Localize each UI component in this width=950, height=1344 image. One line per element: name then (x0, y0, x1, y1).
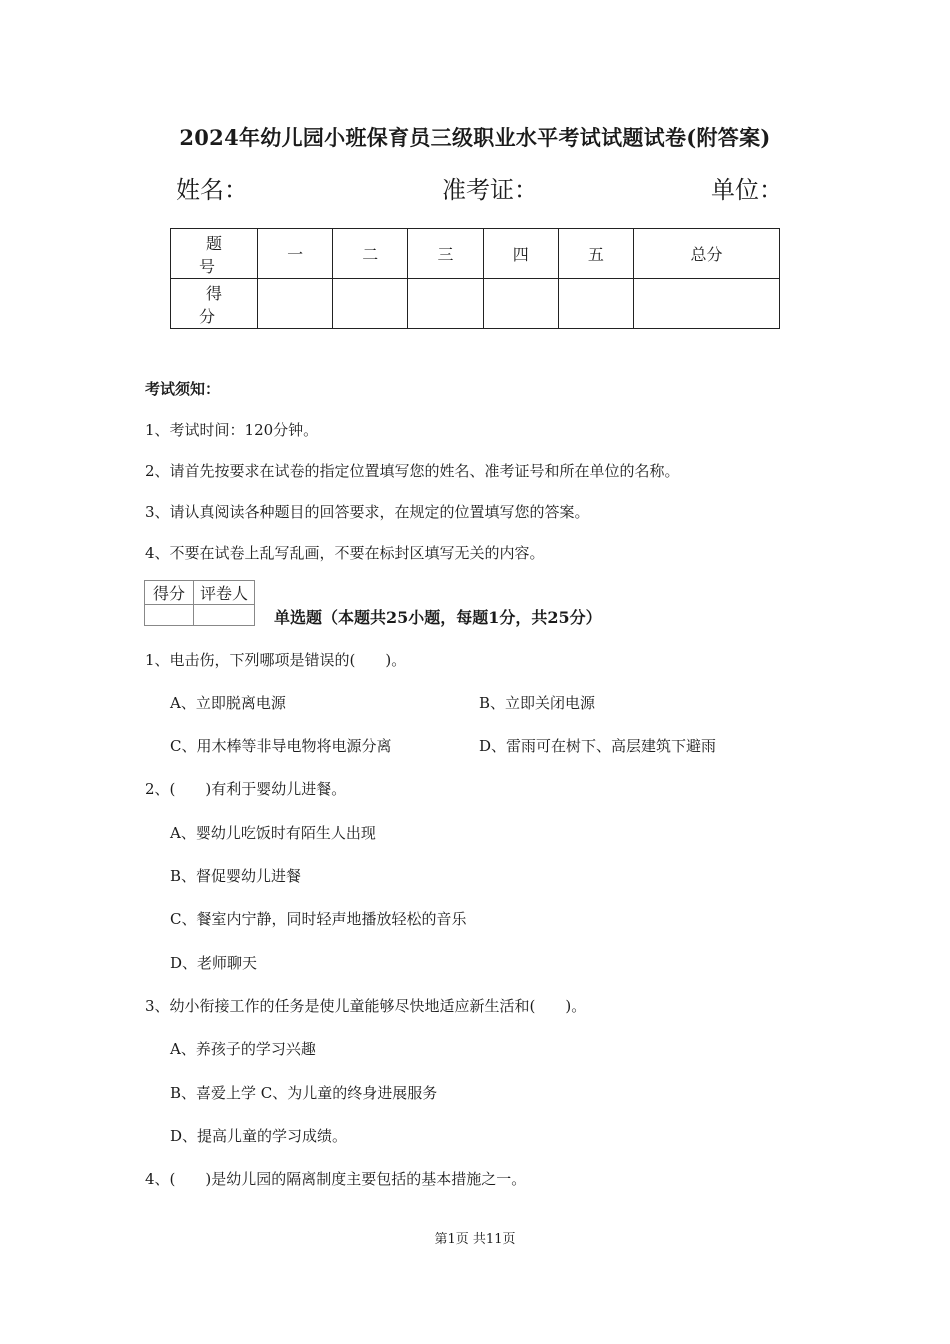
grader-score-label: 得分 (145, 581, 194, 605)
grader-reviewer-cell[interactable] (194, 605, 255, 626)
page-footer: 第1页 共11页 (434, 1232, 516, 1247)
question-stem: 4、( )是幼儿园的隔离制度主要包括的基本措施之一。 (145, 1170, 527, 1188)
unit-label: 单位： (711, 176, 783, 204)
note-item: 4、不要在试卷上乱写乱画，不要在标封区填写无关的内容。 (145, 544, 545, 562)
score-cell[interactable] (558, 279, 633, 329)
question-stem: 1、电击伤，下列哪项是错误的( )。 (145, 651, 407, 669)
question-stem: 2、( )有利于婴幼儿进餐。 (145, 780, 347, 798)
score-table-header-cell: 题 号 (171, 229, 258, 279)
score-table-header-cell: 总分 (634, 229, 780, 279)
score-table-header-cell: 三 (408, 229, 483, 279)
score-table-header-row (171, 229, 780, 279)
score-cell[interactable] (408, 279, 483, 329)
question-stem: 3、幼小衔接工作的任务是使儿童能够尽快地适应新生活和( )。 (145, 997, 587, 1015)
score-table-row-label: 得 分 (171, 279, 258, 329)
option-c[interactable]: C、餐室内宁静，同时轻声地播放轻松的音乐 (170, 910, 467, 928)
option-c[interactable]: C、用木棒等非导电物将电源分离 (170, 737, 392, 755)
grader-reviewer-label: 评卷人 (194, 581, 255, 605)
section-title: 单选题（本题共25小题，每题1分，共25分） (274, 608, 602, 627)
option-d[interactable]: D、老师聊天 (170, 954, 258, 972)
exam-id-label: 准考证： (442, 176, 538, 204)
note-item: 1、考试时间：120分钟。 (145, 421, 319, 439)
score-table-header-cell: 二 (333, 229, 408, 279)
option-a[interactable]: A、养孩子的学习兴趣 (170, 1040, 316, 1058)
score-cell[interactable] (634, 279, 780, 329)
option-b-c[interactable]: B、喜爱上学 C、为儿童的终身进展服务 (170, 1084, 438, 1102)
note-item: 2、请首先按要求在试卷的指定位置填写您的姓名、准考证号和所在单位的名称。 (145, 462, 680, 480)
option-a[interactable]: A、立即脱离电源 (170, 694, 286, 712)
score-table-header-cell: 五 (558, 229, 633, 279)
name-label: 姓名： (176, 176, 248, 204)
score-cell[interactable] (258, 279, 333, 329)
option-d[interactable]: D、雷雨可在树下、高层建筑下避雨 (479, 737, 717, 755)
option-b[interactable]: B、立即关闭电源 (479, 694, 596, 712)
option-a[interactable]: A、婴幼儿吃饭时有陌生人出现 (170, 824, 376, 842)
notes-title: 考试须知： (145, 380, 221, 398)
score-table (170, 228, 780, 329)
score-table-header-cell: 四 (483, 229, 558, 279)
option-d[interactable]: D、提高儿童的学习成绩。 (170, 1127, 348, 1145)
note-item: 3、请认真阅读各种题目的回答要求，在规定的位置填写您的答案。 (145, 503, 590, 521)
grader-score-cell[interactable] (145, 605, 194, 626)
score-table-header-cell: 一 (258, 229, 333, 279)
option-b[interactable]: B、督促婴幼儿进餐 (170, 867, 302, 885)
score-cell[interactable] (483, 279, 558, 329)
score-table-score-row (171, 279, 780, 329)
page-title: 2024年幼儿园小班保育员三级职业水平考试试题试卷(附答案) (179, 125, 771, 150)
grader-table (144, 580, 255, 626)
score-cell[interactable] (333, 279, 408, 329)
